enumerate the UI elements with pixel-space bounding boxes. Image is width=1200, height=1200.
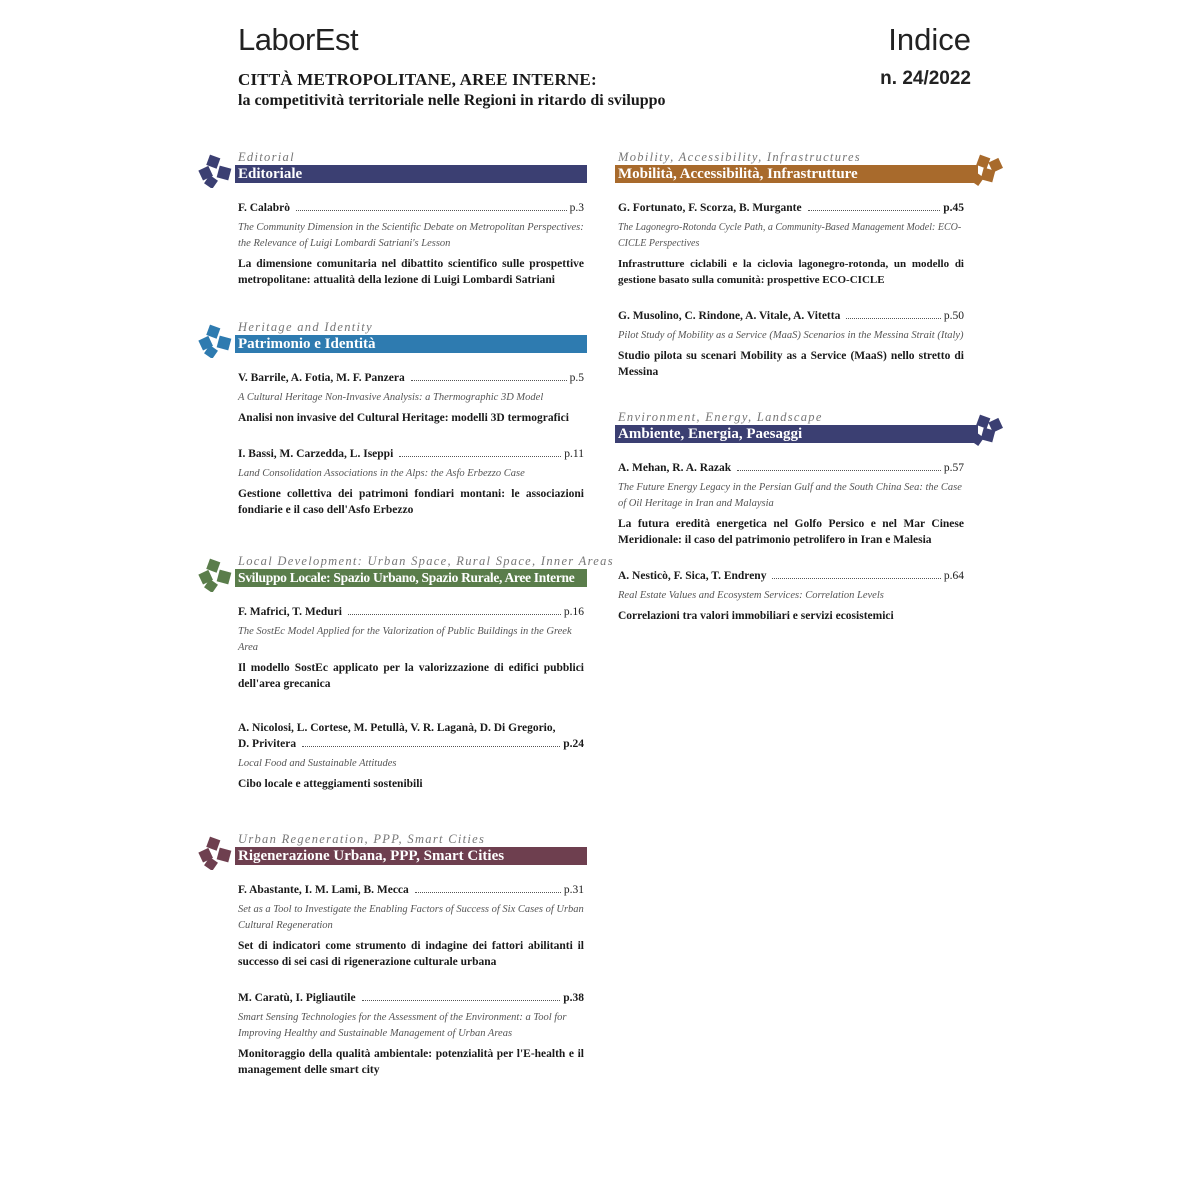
entry-authors: F. Mafrici, T. Meduri	[238, 606, 342, 618]
section-local-development	[198, 554, 614, 792]
leader-dots	[737, 469, 941, 471]
entry-page: p.3	[569, 202, 584, 214]
entry-page: p.45	[943, 202, 964, 214]
section-environment	[578, 410, 968, 624]
entry-italian-title: La futura eredità energetica nel Golfo Persico e nel Mar Cinese Meridionale: il caso del patrimonio petrolifero in Iran e Malesia	[618, 518, 964, 546]
entry-authors: A. Nesticò, F. Sica, T. Endreny	[618, 570, 767, 582]
brand-name: LaborEst	[238, 22, 359, 57]
toc-entry[interactable]	[578, 460, 966, 548]
entry-authors: F. Calabrò	[238, 202, 290, 214]
section-header	[198, 832, 588, 868]
entry-italian-title: Infrastrutture ciclabili e la ciclovia lagonegro-rotonda, un modello di gestione basato sulla comunità: prospettive ECO-CICLE	[618, 258, 964, 286]
entry-italian-title: Set di indicatori come strumento di indagine dei fattori abilitanti il successo di sei casi di rigenerazione culturale urbana	[238, 940, 584, 968]
section-title: Rigenerazione Urbana, PPP, Smart Cities	[235, 847, 587, 865]
entry-english-title: The Lagonegro-Rotonda Cycle Path, a Community-Based Management Model: ECO-CICLE Perspectives	[618, 222, 962, 249]
entry-page: p.16	[563, 606, 584, 618]
section-title: Patrimonio e Identità	[235, 335, 587, 353]
section-heritage	[198, 320, 588, 518]
section-subtitle: Heritage and Identity	[238, 320, 373, 334]
entry-english-title: Land Consolidation Associations in the Alps: the Asfo Erbezzo Case	[238, 468, 525, 479]
toc-entry[interactable]	[198, 200, 586, 288]
entry-english-title: The SostEc Model Applied for the Valorization of Public Buildings in the Greek Area	[238, 626, 572, 653]
leader-dots	[411, 379, 567, 381]
right-column	[578, 150, 968, 624]
entry-page: p.64	[943, 570, 964, 582]
section-title: Sviluppo Locale: Spazio Urbano, Spazio Rurale, Aree Interne	[235, 569, 587, 587]
entry-italian-title: Correlazioni tra valori immobiliari e servizi ecosistemici	[618, 610, 894, 622]
issue-subheading: la competitività territoriale nelle Regioni in ritardo di sviluppo	[238, 92, 666, 109]
entry-authors: D. Privitera	[238, 738, 297, 750]
leader-dots	[362, 999, 561, 1001]
section-header	[198, 554, 614, 590]
issue-number: n. 24/2022	[880, 68, 971, 89]
leader-dots	[348, 613, 561, 615]
entry-page: p.31	[563, 884, 584, 896]
section-subtitle: Editorial	[238, 150, 295, 164]
toc-entry[interactable]	[198, 990, 586, 1078]
entry-page: p.5	[569, 372, 584, 384]
leader-dots	[846, 317, 941, 319]
section-subtitle: Mobility, Accessibility, Infrastructures	[618, 150, 861, 164]
entry-authors: G. Fortunato, F. Scorza, B. Murgante	[618, 202, 802, 214]
entry-english-title: The Community Dimension in the Scientific Debate on Metropolitan Perspectives: the Relevance of Luigi Lombardi Satriani's Lesson	[238, 222, 584, 249]
leader-dots	[302, 745, 560, 747]
section-editorial	[198, 150, 588, 288]
squares-logo-icon	[198, 324, 238, 358]
leader-dots	[808, 209, 941, 211]
toc-entry[interactable]	[578, 200, 966, 288]
entry-english-title: Pilot Study of Mobility as a Service (MaaS) Scenarios in the Messina Strait (Italy)	[618, 330, 964, 341]
toc-entry[interactable]	[198, 720, 586, 792]
entry-italian-title: Gestione collettiva dei patrimoni fondiari montani: le associazioni fondiarie e il caso dell'Asfo Erbezzo	[238, 488, 584, 516]
toc-entry[interactable]	[198, 882, 586, 970]
entry-authors: I. Bassi, M. Carzedda, L. Iseppi	[238, 448, 394, 460]
entry-page: p.11	[564, 448, 584, 460]
entry-italian-title: Studio pilota su scenari Mobility as a Service (MaaS) nello stretto di Messina	[618, 350, 964, 378]
entry-page: p.50	[943, 310, 964, 322]
entry-authors: F. Abastante, I. M. Lami, B. Mecca	[238, 884, 409, 896]
entry-italian-title: Monitoraggio della qualità ambientale: potenzialità per l'E-health e il management delle smart city	[238, 1048, 584, 1076]
toc-entry[interactable]	[198, 370, 586, 426]
section-title: Mobilità, Accessibilità, Infrastrutture	[615, 165, 978, 183]
entry-english-title: Local Food and Sustainable Attitudes	[238, 758, 397, 769]
squares-logo-icon	[198, 558, 238, 592]
entry-authors: G. Musolino, C. Rindone, A. Vitale, A. Vitetta	[618, 310, 841, 322]
toc-entry[interactable]	[578, 308, 966, 380]
entry-italian-title: Il modello SostEc applicato per la valorizzazione di edifici pubblici dell'area grecanica	[238, 662, 584, 690]
section-mobility	[578, 150, 968, 380]
entry-page: p.24	[563, 738, 584, 750]
section-header	[198, 150, 588, 186]
entry-page: p.38	[563, 992, 584, 1004]
toc-entry[interactable]	[198, 604, 586, 692]
leader-dots	[415, 891, 561, 893]
section-subtitle: Urban Regeneration, PPP, Smart Cities	[238, 832, 486, 846]
entry-authors-line1: A. Nicolosi, L. Cortese, M. Petullà, V. R. Laganà, D. Di Gregorio,	[238, 722, 556, 734]
entry-authors: A. Mehan, R. A. Razak	[618, 462, 732, 474]
entry-authors: V. Barrile, A. Fotia, M. F. Panzera	[238, 372, 405, 384]
doc-title: Indice	[888, 22, 971, 57]
entry-english-title: Smart Sensing Technologies for the Assessment of the Environment: a Tool for Improving Healthy and Sustainable Management of Urban Areas	[238, 1012, 567, 1039]
leader-dots	[772, 577, 940, 579]
squares-logo-icon	[198, 154, 238, 188]
leader-dots	[399, 455, 561, 457]
squares-logo-icon	[198, 836, 238, 870]
entry-authors: M. Caratù, I. Pigliautile	[238, 992, 356, 1004]
entry-english-title: Real Estate Values and Ecosystem Services: Correlation Levels	[618, 590, 884, 601]
entry-italian-title: La dimensione comunitaria nel dibattito scientifico sulle prospettive metropolitane: attualità della lezione di Luigi Lombardi Satriani	[238, 258, 584, 286]
section-header	[578, 410, 968, 446]
toc-entry[interactable]	[578, 568, 966, 624]
section-title: Ambiente, Energia, Paesaggi	[615, 425, 978, 443]
entry-italian-title: Analisi non invasive del Cultural Heritage: modelli 3D termografici	[238, 412, 569, 424]
leader-dots	[296, 209, 567, 211]
section-subtitle: Local Development: Urban Space, Rural Space, Inner Areas	[238, 554, 614, 568]
section-title: Editoriale	[235, 165, 587, 183]
section-header	[198, 320, 588, 356]
section-header	[578, 150, 968, 186]
toc-entry[interactable]	[198, 446, 586, 518]
entry-english-title: A Cultural Heritage Non-Invasive Analysis: a Thermographic 3D Model	[238, 392, 544, 403]
entry-page: p.57	[943, 462, 964, 474]
entry-italian-title: Cibo locale e atteggiamenti sostenibili	[238, 778, 423, 790]
left-column	[198, 150, 614, 1078]
entry-english-title: Set as a Tool to Investigate the Enabling Factors of Success of Six Cases of Urban Cultural Regeneration	[238, 904, 584, 931]
section-urban-regeneration	[198, 832, 588, 1078]
entry-english-title: The Future Energy Legacy in the Persian Gulf and the South China Sea: the Case of Oil Heritage in Iran and Malaysia	[618, 482, 962, 509]
section-subtitle: Environment, Energy, Landscape	[618, 410, 823, 424]
issue-heading: CITTÀ METROPOLITANE, AREE INTERNE:	[238, 70, 597, 89]
